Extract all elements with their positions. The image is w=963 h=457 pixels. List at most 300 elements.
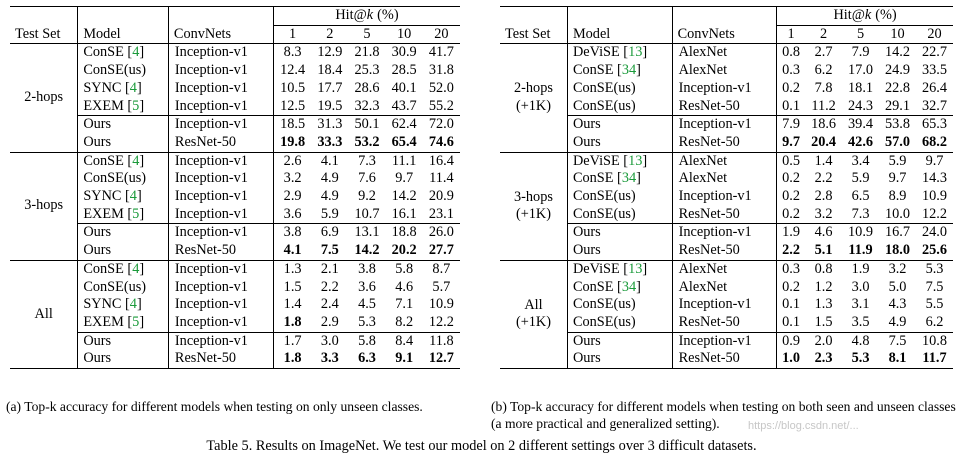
- citation-ref: 4: [132, 260, 140, 277]
- hit-value-k10: 16.1: [391, 205, 417, 222]
- model-cell: [567, 98, 672, 116]
- hit-value-k10: 18.0: [885, 242, 911, 259]
- hit-value-k1: 3.8: [273, 224, 311, 242]
- hit-value-k2: 0.8: [805, 260, 842, 278]
- group-label-line: 3-hops: [514, 188, 553, 205]
- hit-value-k1: 0.2: [777, 170, 805, 188]
- hit-value-k1: 0.2: [777, 188, 805, 206]
- citation-ref: 4: [129, 296, 137, 313]
- hit-value-k2: 4.9: [320, 188, 339, 205]
- hit-value-k20: 52.0: [428, 79, 454, 96]
- model-name: ConSE(us): [572, 97, 636, 114]
- hit-value-k1: 0.1: [777, 296, 805, 314]
- model-cell: SYNC [4]: [78, 296, 169, 314]
- table-row: [500, 62, 953, 80]
- hit-value-k1: 10.5: [273, 80, 311, 98]
- model-name: ConSE(us): [83, 62, 147, 79]
- hit-value-k5: 24.3: [848, 97, 874, 114]
- hit-value-k10: 53.8: [879, 116, 916, 134]
- model-name: Ours: [83, 224, 112, 241]
- model-name: ConSE: [572, 278, 614, 295]
- hit-value-k5: 7.6: [358, 170, 376, 187]
- hit-value-k5: 50.1: [348, 116, 385, 134]
- group-label-line: (+1K): [515, 98, 551, 115]
- hit-value-k2: 2.3: [805, 350, 842, 368]
- group-label-line: 3-hops: [24, 197, 64, 214]
- table-row: [500, 98, 953, 116]
- hit-value-k10: 30.9: [391, 44, 417, 61]
- hit-value-k20: 10.9: [428, 296, 454, 313]
- citation-ref: 4: [129, 79, 137, 96]
- hit-value-k20: 16.4: [423, 152, 460, 170]
- hit-value-k20: 33.5: [921, 62, 948, 79]
- hit-value-k1: 0.2: [777, 279, 805, 297]
- model-cell: DeViSE [13]: [567, 260, 672, 278]
- header-test-set: Test Set: [10, 7, 78, 44]
- model-name: Ours: [572, 224, 601, 241]
- hit-value-k1: 0.8: [777, 44, 805, 62]
- model-cell: [78, 134, 169, 152]
- table-row: [500, 170, 953, 188]
- hit-value-k2: 2.2: [814, 170, 833, 187]
- table-row: [500, 152, 953, 170]
- model-cell: EXEM [5]: [78, 314, 169, 332]
- hit-value-k2: 1.2: [814, 278, 833, 295]
- model-cell: ConSE [34]: [567, 170, 672, 188]
- hit-value-k1: 7.9: [777, 116, 805, 134]
- hit-value-k2: 7.5: [320, 242, 339, 259]
- convnet-cell: Inception-v1: [168, 116, 273, 134]
- hit-value-k2: 17.7: [317, 79, 343, 96]
- hit-value-k20: 10.8: [916, 332, 953, 350]
- table-row: [500, 206, 953, 224]
- convnet-cell: Inception-v1: [672, 332, 777, 350]
- hit-value-k2: 2.8: [814, 188, 833, 205]
- group-label: [500, 44, 567, 152]
- hit-value-k20: 32.7: [921, 97, 948, 114]
- hit-value-k20: 12.7: [423, 350, 460, 368]
- hit-value-k2: 2.0: [805, 332, 842, 350]
- model-name: Ours: [83, 133, 112, 150]
- citation-ref: 13: [628, 152, 643, 169]
- citation-ref: 5: [132, 205, 140, 222]
- hit-value-k2: 3.2: [814, 205, 833, 222]
- citation-ref: 34: [621, 278, 637, 295]
- hit-value-k2: 4.9: [320, 170, 339, 187]
- model-name: Ours: [572, 332, 601, 349]
- hit-value-k5: 7.3: [348, 152, 385, 170]
- header-hit-at-k: [777, 7, 953, 26]
- header-test-set: Test Set: [500, 7, 567, 44]
- table-row: [500, 80, 953, 98]
- header-k-5: 5: [348, 25, 385, 44]
- hit-value-k1: 1.7: [273, 332, 311, 350]
- model-cell: DeViSE [13]: [567, 44, 672, 62]
- convnet-cell: ResNet-50: [672, 314, 777, 332]
- header-convnets: ConvNets: [168, 7, 273, 44]
- convnet-cell: Inception-v1: [168, 98, 273, 116]
- header-k-1: 1: [777, 25, 805, 44]
- model-name: Ours: [83, 332, 112, 349]
- model-cell: [567, 188, 672, 206]
- group-label: [10, 44, 78, 152]
- hit-value-k5: 5.3: [358, 313, 376, 330]
- convnet-cell: Inception-v1: [168, 296, 273, 314]
- model-cell: ConSE [34]: [567, 62, 672, 80]
- header-k-1: 1: [273, 25, 311, 44]
- hit-value-k1: 9.7: [777, 134, 805, 152]
- table-row: [10, 350, 460, 368]
- table-row: [500, 332, 953, 350]
- hit-value-k2: 1.5: [814, 313, 833, 330]
- convnet-cell: Inception-v1: [672, 224, 777, 242]
- group-label: [500, 152, 567, 260]
- hit-value-k10: 65.4: [391, 133, 417, 150]
- hit-value-k1: 0.2: [777, 80, 805, 98]
- convnet-cell: ResNet-50: [168, 134, 273, 152]
- convnet-cell: Inception-v1: [168, 260, 273, 278]
- hit-value-k2: 2.4: [320, 296, 339, 313]
- hit-value-k10: 14.2: [391, 188, 417, 205]
- convnet-cell: Inception-v1: [168, 206, 273, 224]
- model-cell: [567, 206, 672, 224]
- hit-value-k10: 16.7: [879, 224, 916, 242]
- convnet-cell: AlexNet: [672, 62, 777, 80]
- convnet-cell: AlexNet: [672, 260, 777, 278]
- model-name: DeViSE: [572, 44, 620, 61]
- hit-value-k2: 31.3: [311, 116, 348, 134]
- hit-value-k5: 7.3: [851, 205, 870, 222]
- citation-ref: 13: [628, 44, 643, 61]
- model-cell: [567, 134, 672, 152]
- hit-value-k1: 0.1: [777, 98, 805, 116]
- convnet-cell: AlexNet: [672, 170, 777, 188]
- hit-value-k20: 65.3: [916, 116, 953, 134]
- hit-value-k5: 3.4: [842, 152, 879, 170]
- model-name: ConSE(us): [83, 170, 147, 187]
- table-row: [10, 170, 460, 188]
- model-name: Ours: [572, 350, 601, 367]
- model-name: ConSE: [83, 152, 124, 169]
- model-cell: [78, 332, 169, 350]
- convnet-cell: Inception-v1: [168, 80, 273, 98]
- hit-value-k1: 0.1: [777, 314, 805, 332]
- hit-value-k10: 40.1: [391, 79, 417, 96]
- table-row: [500, 134, 953, 152]
- header-k-2: 2: [311, 25, 348, 44]
- hit-value-k5: 28.6: [354, 79, 380, 96]
- model-name: Ours: [572, 133, 601, 150]
- hit-value-k10: 11.1: [386, 152, 423, 170]
- convnet-cell: Inception-v1: [168, 224, 273, 242]
- hit-value-k20: 31.8: [428, 62, 454, 79]
- model-cell: [567, 116, 672, 134]
- header-model: Model: [567, 7, 672, 44]
- hit-value-k2: 12.9: [317, 44, 343, 61]
- hit-value-k10: 18.8: [386, 224, 423, 242]
- model-name: Ours: [83, 350, 112, 367]
- hit-value-k10: 57.0: [885, 133, 911, 150]
- hit-value-k20: 12.2: [428, 313, 454, 330]
- header-row: [500, 7, 953, 26]
- hit-value-k10: 29.1: [885, 97, 911, 114]
- hit-value-k5: 13.1: [348, 224, 385, 242]
- hit-value-k10: 14.2: [885, 44, 911, 61]
- hit-value-k20: 74.6: [428, 133, 454, 150]
- table-row: [10, 242, 460, 260]
- hit-value-k2: 18.6: [805, 116, 842, 134]
- model-cell: [567, 80, 672, 98]
- hit-value-k1: 2.9: [273, 188, 311, 206]
- header-k-5: 5: [842, 25, 879, 44]
- hit-value-k2: 33.3: [317, 133, 343, 150]
- hit-value-k20: 41.7: [428, 44, 454, 61]
- hit-value-k5: 7.9: [851, 44, 870, 61]
- hit-value-k5: 3.1: [851, 296, 870, 313]
- hit-value-k1: 1.8: [273, 350, 311, 368]
- model-cell: [78, 116, 169, 134]
- model-cell: EXEM [5]: [78, 98, 169, 116]
- hit-value-k5: 25.3: [354, 62, 380, 79]
- hit-value-k20: 5.7: [432, 278, 451, 295]
- model-name: ConSE(us): [83, 278, 147, 295]
- header-percent: (%): [377, 7, 399, 23]
- hit-value-k5: 42.6: [848, 133, 874, 150]
- hit-value-k10: 5.9: [879, 152, 916, 170]
- hit-value-k10: 7.1: [395, 296, 414, 313]
- group-label: [500, 260, 567, 368]
- hit-value-k1: 3.2: [273, 170, 311, 188]
- model-name: ConSE: [83, 260, 124, 277]
- caption-b: (b) Top-k accuracy for different models when testing on both seen and unseen classes (a more practical and generalized setting).: [491, 399, 956, 431]
- table-row: [10, 224, 460, 242]
- table-row: [500, 279, 953, 297]
- table-row: [10, 152, 460, 170]
- table-row: [10, 44, 460, 62]
- citation-ref: 4: [132, 152, 140, 169]
- hit-value-k1: 1.4: [273, 296, 311, 314]
- hit-value-k2: 4.6: [805, 224, 842, 242]
- model-cell: ConSE [4]: [78, 44, 169, 62]
- hit-value-k5: 14.2: [354, 242, 380, 259]
- convnet-cell: ResNet-50: [672, 98, 777, 116]
- hit-value-k2: 1.4: [805, 152, 842, 170]
- hit-value-k1: 2.6: [273, 152, 311, 170]
- hit-value-k2: 20.4: [811, 133, 837, 150]
- group-label-line: (+1K): [515, 206, 551, 223]
- citation-ref: 34: [621, 62, 637, 79]
- hit-value-k10: 20.2: [391, 242, 417, 259]
- hit-value-k20: 55.2: [428, 97, 454, 114]
- convnet-cell: Inception-v1: [168, 170, 273, 188]
- table-row: [500, 188, 953, 206]
- hit-value-k10: 5.8: [386, 260, 423, 278]
- hit-value-k2: 2.1: [311, 260, 348, 278]
- hit-value-k10: 4.3: [888, 296, 907, 313]
- model-name: DeViSE: [572, 260, 620, 277]
- group-label: [10, 152, 78, 260]
- header-k-symbol: k: [864, 7, 872, 23]
- table-row: [10, 206, 460, 224]
- table-row: [500, 116, 953, 134]
- group-label-line: All: [524, 296, 543, 313]
- hit-value-k20: 27.7: [428, 242, 454, 259]
- model-cell: [567, 296, 672, 314]
- model-name: EXEM: [83, 205, 124, 222]
- table-row: [500, 260, 953, 278]
- hit-value-k20: 25.6: [921, 242, 948, 259]
- convnet-cell: ResNet-50: [672, 350, 777, 368]
- hit-value-k5: 4.8: [842, 332, 879, 350]
- model-name: ConSE(us): [572, 296, 636, 313]
- header-k-2: 2: [805, 25, 842, 44]
- citation-ref: 5: [132, 97, 140, 114]
- header-k-10: 10: [386, 25, 423, 44]
- table-row: [10, 98, 460, 116]
- header-percent: (%): [875, 7, 897, 23]
- hit-value-k10: 8.1: [879, 350, 916, 368]
- hit-value-k2: 6.9: [311, 224, 348, 242]
- hit-value-k1: 19.8: [273, 134, 311, 152]
- group-label-line: 2-hops: [24, 89, 64, 106]
- hit-value-k2: 4.1: [311, 152, 348, 170]
- hit-value-k2: 2.2: [320, 278, 339, 295]
- hit-value-k5: 10.9: [842, 224, 879, 242]
- model-name: SYNC: [83, 79, 122, 96]
- hit-value-k1: 0.3: [777, 62, 805, 80]
- hit-value-k1: 1.3: [273, 260, 311, 278]
- hit-value-k20: 7.5: [925, 278, 944, 295]
- hit-value-k5: 18.1: [848, 79, 874, 96]
- header-k-symbol: k: [366, 7, 374, 23]
- hit-value-k1: 0.5: [777, 152, 805, 170]
- model-name: Ours: [83, 116, 112, 133]
- model-name: SYNC: [83, 296, 122, 313]
- hit-value-k2: 19.5: [317, 97, 343, 114]
- hit-value-k10: 43.7: [391, 97, 417, 114]
- table-row: [10, 314, 460, 332]
- model-name: Ours: [572, 116, 601, 133]
- hit-value-k10: 9.1: [386, 350, 423, 368]
- hit-value-k10: 4.9: [888, 313, 907, 330]
- table-row: [500, 242, 953, 260]
- model-name: SYNC: [83, 188, 122, 205]
- model-cell: ConSE [4]: [78, 260, 169, 278]
- model-cell: [78, 350, 169, 368]
- hit-value-k5: 1.9: [842, 260, 879, 278]
- hit-value-k10: 28.5: [391, 62, 417, 79]
- hit-value-k20: 9.7: [916, 152, 953, 170]
- header-hit-text: Hit@: [833, 7, 865, 23]
- hit-value-k10: 7.5: [879, 332, 916, 350]
- table-row: [500, 314, 953, 332]
- group-label: [10, 260, 78, 368]
- model-name: ConSE: [572, 170, 614, 187]
- hit-value-k5: 5.8: [348, 332, 385, 350]
- header-k-10: 10: [879, 25, 916, 44]
- hit-value-k1: 2.2: [777, 242, 805, 260]
- convnet-cell: ResNet-50: [672, 206, 777, 224]
- hit-value-k1: 0.3: [777, 260, 805, 278]
- convnet-cell: AlexNet: [672, 152, 777, 170]
- model-cell: ConSE [34]: [567, 279, 672, 297]
- table-row: [10, 188, 460, 206]
- convnet-cell: Inception-v1: [168, 44, 273, 62]
- model-cell: DeViSE [13]: [567, 152, 672, 170]
- hit-value-k5: 21.8: [354, 44, 380, 61]
- model-name: ConSE(us): [572, 313, 636, 330]
- model-cell: [78, 224, 169, 242]
- table-row: [10, 80, 460, 98]
- table-row: [10, 62, 460, 80]
- hit-value-k20: 26.4: [921, 79, 948, 96]
- convnet-cell: Inception-v1: [168, 279, 273, 297]
- watermark: https://blog.csdn.net/...: [748, 420, 859, 432]
- hit-value-k1: 1.8: [273, 314, 311, 332]
- hit-value-k5: 39.4: [842, 116, 879, 134]
- caption-a: (a) Top-k accuracy for different models when testing on only unseen classes.: [6, 399, 423, 414]
- hit-value-k10: 5.0: [888, 278, 907, 295]
- hit-value-k1: 8.3: [273, 44, 311, 62]
- hit-value-k5: 17.0: [848, 62, 874, 79]
- header-convnets: ConvNets: [672, 7, 777, 44]
- group-label-line: All: [34, 305, 53, 322]
- model-name: ConSE(us): [572, 205, 636, 222]
- convnet-cell: Inception-v1: [672, 188, 777, 206]
- hit-value-k20: 11.7: [916, 350, 953, 368]
- hit-value-k5: 6.3: [348, 350, 385, 368]
- header-hit-at-k: [273, 7, 460, 26]
- table-row: [10, 116, 460, 134]
- hit-value-k5: 32.3: [354, 97, 380, 114]
- hit-value-k1: 1.0: [777, 350, 805, 368]
- model-cell: [78, 279, 169, 297]
- hit-value-k1: 0.2: [777, 206, 805, 224]
- convnet-cell: ResNet-50: [168, 242, 273, 260]
- citation-ref: 34: [621, 170, 637, 187]
- hit-value-k5: 10.7: [354, 205, 380, 222]
- hit-value-k2: 18.4: [317, 62, 343, 79]
- table-row: [10, 296, 460, 314]
- model-cell: [567, 350, 672, 368]
- convnet-cell: Inception-v1: [168, 62, 273, 80]
- table-row: [500, 44, 953, 62]
- hit-value-k10: 10.0: [885, 205, 911, 222]
- model-cell: SYNC [4]: [78, 80, 169, 98]
- model-name: EXEM: [83, 97, 124, 114]
- convnet-cell: ResNet-50: [672, 242, 777, 260]
- model-name: DeViSE: [572, 152, 620, 169]
- table-row: [10, 134, 460, 152]
- hit-value-k10: 9.7: [888, 170, 907, 187]
- hit-value-k10: 8.9: [888, 188, 907, 205]
- model-name: Ours: [572, 242, 601, 259]
- model-cell: SYNC [4]: [78, 188, 169, 206]
- hit-value-k2: 1.3: [814, 296, 833, 313]
- convnet-cell: Inception-v1: [672, 80, 777, 98]
- hit-value-k1: 3.6: [273, 206, 311, 224]
- model-name: EXEM: [83, 313, 124, 330]
- hit-value-k20: 5.5: [925, 296, 944, 313]
- hit-value-k20: 5.3: [916, 260, 953, 278]
- hit-value-k20: 24.0: [916, 224, 953, 242]
- header-k-20: 20: [916, 25, 953, 44]
- table-row: [500, 350, 953, 368]
- header-model: Model: [78, 7, 169, 44]
- hit-value-k2: 5.9: [320, 205, 339, 222]
- hit-value-k5: 4.5: [358, 296, 376, 313]
- hit-value-k5: 5.9: [851, 170, 870, 187]
